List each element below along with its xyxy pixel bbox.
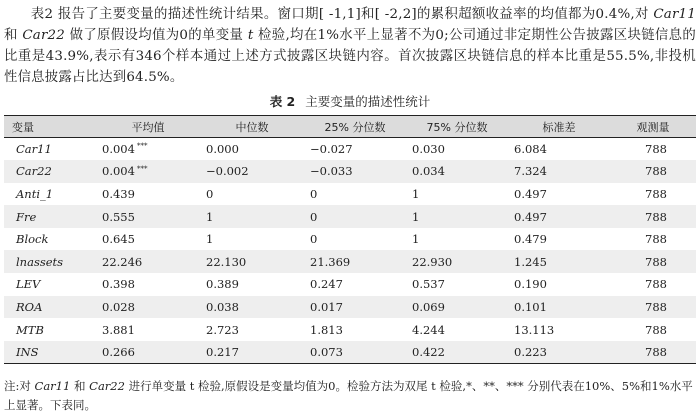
t-symbol: t xyxy=(247,28,254,43)
note-var-car22: Car22 xyxy=(89,379,125,393)
cell-variable: MTB xyxy=(16,322,44,337)
significance-stars: *** xyxy=(136,142,148,151)
cell-sd: 0.101 xyxy=(508,296,610,319)
table-row xyxy=(4,250,696,273)
cell-mean xyxy=(96,228,200,251)
cell-median: 1 xyxy=(200,205,304,228)
cell-mean xyxy=(96,318,200,341)
paragraph-text: 和 xyxy=(4,28,23,43)
cell-p25: 0 xyxy=(310,232,318,247)
cell-sd: 0.479 xyxy=(514,232,547,247)
table-row xyxy=(4,228,696,251)
paragraph-text: 做了原假设均值为0的单变量 xyxy=(65,28,248,43)
mean-value: 3.881 xyxy=(102,322,135,337)
note-var-car11: Car11 xyxy=(34,379,71,393)
cell-median: −0.002 xyxy=(200,160,304,183)
header-mean: 平均值 xyxy=(96,116,200,138)
cell-sd: 0.190 xyxy=(514,277,547,292)
cell-median: 1 xyxy=(206,232,214,247)
cell-mean xyxy=(96,341,200,364)
table-row xyxy=(4,296,696,319)
cell-obs: 788 xyxy=(645,277,667,292)
mean-value: 22.246 xyxy=(102,254,143,269)
cell-p25: 21.369 xyxy=(304,250,406,273)
var-car22: Car22 xyxy=(22,28,65,43)
table-number: 表 2 xyxy=(269,94,296,109)
header-variable: 变量 xyxy=(4,116,96,138)
cell-p75: 1 xyxy=(406,205,508,228)
note-text: 注:对 xyxy=(4,379,35,393)
header-median: 中位数 xyxy=(200,116,304,138)
table-row xyxy=(4,183,696,206)
cell-variable: lnassets xyxy=(4,250,96,273)
cell-p75: 0.069 xyxy=(406,296,508,319)
cell-p25: 1.813 xyxy=(310,322,343,337)
descriptive-stats-table xyxy=(4,115,696,364)
cell-sd: 7.324 xyxy=(508,160,610,183)
header-p25: 25% 分位数 xyxy=(304,116,406,138)
cell-p75: 0.030 xyxy=(412,142,445,157)
var-car11: Car11 xyxy=(653,7,696,22)
cell-p75: 0.422 xyxy=(406,341,508,364)
cell-variable: Car22 xyxy=(4,160,96,183)
cell-mean xyxy=(96,273,200,296)
cell-median: 0 xyxy=(206,186,214,201)
cell-median: 22.130 xyxy=(200,250,304,273)
cell-p25: 0.017 xyxy=(304,296,406,319)
cell-p25: 0.247 xyxy=(310,277,343,292)
cell-obs: 788 xyxy=(645,322,667,337)
mean-value: 0.004 xyxy=(102,142,135,157)
cell-p25: 0 xyxy=(304,205,406,228)
header-sd: 标准差 xyxy=(508,116,610,138)
cell-p75: 0.537 xyxy=(412,277,445,292)
mean-value: 0.266 xyxy=(102,344,135,359)
cell-sd: 13.113 xyxy=(514,322,555,337)
table-row xyxy=(4,273,696,296)
significance-stars: *** xyxy=(136,164,148,173)
cell-obs: 788 xyxy=(645,232,667,247)
cell-p75: 0.034 xyxy=(406,160,508,183)
cell-obs: 788 xyxy=(645,142,667,157)
cell-obs: 788 xyxy=(610,205,696,228)
cell-sd: 0.497 xyxy=(514,186,547,201)
cell-variable: ROA xyxy=(4,296,96,319)
cell-obs: 788 xyxy=(645,186,667,201)
cell-p75: 4.244 xyxy=(412,322,445,337)
table-row xyxy=(4,160,696,183)
cell-variable: INS xyxy=(4,341,96,364)
cell-obs: 788 xyxy=(610,160,696,183)
table-title-text: 主要变量的描述性统计 xyxy=(305,94,431,109)
cell-mean xyxy=(96,296,200,319)
mean-value: 0.439 xyxy=(102,186,135,201)
cell-mean xyxy=(96,205,200,228)
mean-value: 0.645 xyxy=(102,232,135,247)
paragraph-text: 表2 报告了主要变量的描述性统计结果。窗口期[ -1,1]和[ -2,2]的累积超额收益率的均值都为0.4%,对 xyxy=(30,7,654,22)
cell-obs: 788 xyxy=(610,250,696,273)
cell-variable: Anti_1 xyxy=(16,186,54,201)
cell-sd: 1.245 xyxy=(508,250,610,273)
cell-p75: 1 xyxy=(412,186,420,201)
cell-median: 2.723 xyxy=(206,322,239,337)
table-row xyxy=(4,138,696,161)
cell-variable: Fre xyxy=(4,205,96,228)
cell-variable: Block xyxy=(16,232,49,247)
cell-sd: 0.497 xyxy=(508,205,610,228)
header-obs: 观测量 xyxy=(610,116,696,138)
header-p75: 75% 分位数 xyxy=(406,116,508,138)
cell-mean xyxy=(96,250,200,273)
table-caption xyxy=(0,92,700,110)
note-text: 和 xyxy=(70,379,90,393)
mean-value: 0.398 xyxy=(102,277,135,292)
cell-median: 0.000 xyxy=(206,142,239,157)
cell-p25: −0.033 xyxy=(304,160,406,183)
cell-median: 0.038 xyxy=(200,296,304,319)
cell-sd: 6.084 xyxy=(514,142,547,157)
table-note xyxy=(4,377,696,415)
paragraph-text: 检验,均在1%水平上显著不为0;公司通过非定期性公告披露区块链信息的比重是43.9%,表示有346个样本通过上述方式披露区块链内容。首次披露区块链信息的样本比重是55.5%,非投机性信息披露占比达到64.5%。 xyxy=(4,28,696,85)
cell-p75: 1 xyxy=(412,232,420,247)
table-row xyxy=(4,318,696,341)
table-header-row xyxy=(4,116,696,138)
cell-p25: 0.073 xyxy=(304,341,406,364)
cell-mean xyxy=(96,138,200,161)
mean-value: 0.555 xyxy=(102,209,135,224)
note-text: 进行单变量 t 检验,原假设是变量均值为0。检验方法为双尾 t 检验,*、**、*** 分别代表在10%、5%和1%水平上显著。下表同。 xyxy=(4,379,693,412)
mean-value: 0.004 xyxy=(102,164,135,179)
table-row xyxy=(4,205,696,228)
cell-p25: 0 xyxy=(310,186,318,201)
cell-obs: 788 xyxy=(610,296,696,319)
cell-obs: 788 xyxy=(610,341,696,364)
cell-p75: 22.930 xyxy=(406,250,508,273)
cell-p25: −0.027 xyxy=(310,142,353,157)
cell-median: 0.389 xyxy=(206,277,239,292)
table-row xyxy=(4,341,696,364)
body-paragraph xyxy=(4,4,696,88)
cell-mean xyxy=(96,183,200,206)
cell-mean xyxy=(96,160,200,183)
mean-value: 0.028 xyxy=(102,299,135,314)
cell-sd: 0.223 xyxy=(508,341,610,364)
cell-median: 0.217 xyxy=(200,341,304,364)
cell-variable: LEV xyxy=(16,277,41,292)
cell-variable: Car11 xyxy=(16,142,52,157)
